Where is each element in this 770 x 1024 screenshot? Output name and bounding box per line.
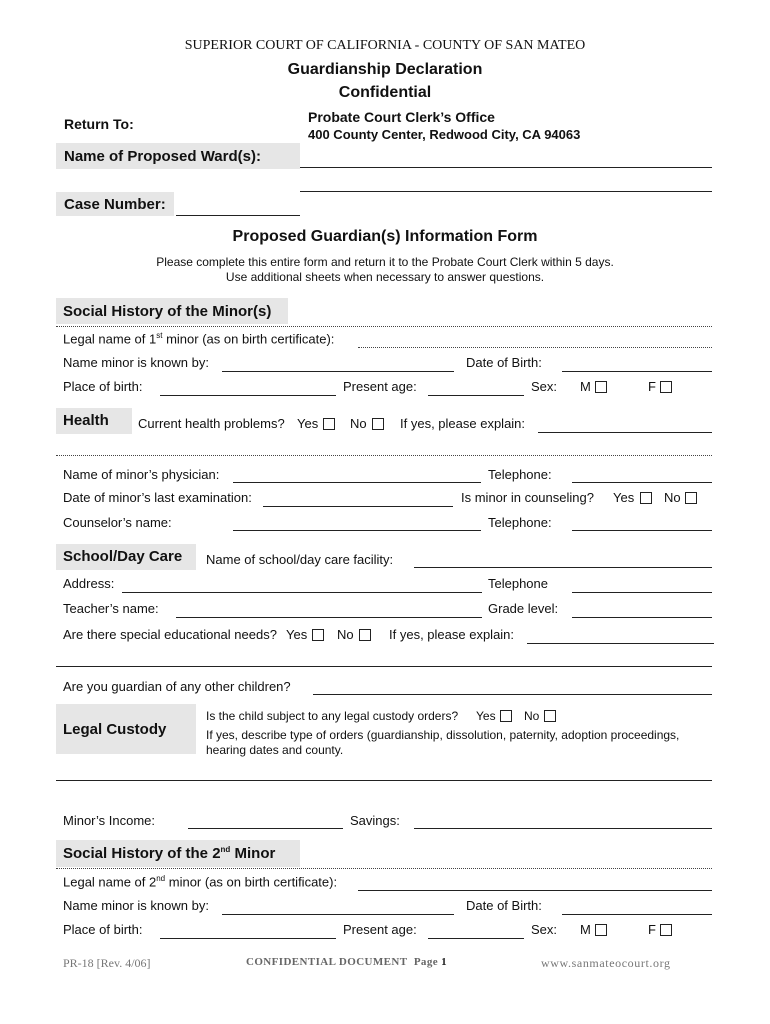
case-number-label: Case Number: <box>64 196 166 213</box>
legal-name-input[interactable] <box>358 347 712 348</box>
health-no-checkbox[interactable] <box>372 418 384 430</box>
special-explain-input-2[interactable] <box>56 666 712 667</box>
ward-input-line-2[interactable] <box>300 191 712 192</box>
place-of-birth-2-label: Place of birth: <box>63 922 143 937</box>
return-to-label: Return To: <box>64 116 134 132</box>
dob-2-label: Date of Birth: <box>466 898 542 913</box>
custody-no-checkbox[interactable] <box>544 710 556 722</box>
health-no-label: No <box>350 416 367 431</box>
grade-input[interactable] <box>572 617 712 618</box>
counselor-phone-input[interactable] <box>572 530 712 531</box>
court-name: SUPERIOR COURT OF CALIFORNIA - COUNTY OF SAN MATEO <box>184 38 586 53</box>
male-2-checkbox[interactable] <box>595 924 607 936</box>
facility-input[interactable] <box>414 567 712 568</box>
physician-phone-label: Telephone: <box>488 467 552 482</box>
place-of-birth-label: Place of birth: <box>63 379 143 394</box>
counseling-no-checkbox[interactable] <box>685 492 697 504</box>
website[interactable]: www.sanmateocourt.org <box>541 956 671 970</box>
section-title-custody: Legal Custody <box>63 721 167 738</box>
counseling-yes-checkbox[interactable] <box>640 492 652 504</box>
counselor-phone-label: Telephone: <box>488 515 552 530</box>
grade-label: Grade level: <box>488 601 559 616</box>
male-2-label: M <box>580 922 591 937</box>
savings-input[interactable] <box>414 828 712 829</box>
present-age-2-input[interactable] <box>428 938 524 939</box>
last-exam-input[interactable] <box>263 506 453 507</box>
legal-name-2-label: Legal name of 2nd minor (as on birth certificate): <box>63 874 338 890</box>
section-title-minor2: Social History of the 2nd Minor <box>63 845 276 862</box>
counseling-label: Is minor in counseling? <box>461 490 594 505</box>
special-no-label: No <box>337 627 354 642</box>
special-yes-checkbox[interactable] <box>312 629 324 641</box>
page-subtitle: Confidential <box>338 84 432 101</box>
health-explain-input-2[interactable] <box>56 455 712 456</box>
custody-orders-label: Is the child subject to any legal custody orders? <box>206 709 459 723</box>
custody-describe-line-2: hearing dates and county. <box>206 743 344 757</box>
office-address: 400 County Center, Redwood City, CA 94063 <box>308 127 581 142</box>
known-by-2-label: Name minor is known by: <box>63 898 209 913</box>
section-title-school: School/Day Care <box>63 548 183 565</box>
present-age-input[interactable] <box>428 395 524 396</box>
last-exam-label: Date of minor’s last examination: <box>63 490 252 505</box>
other-children-label: Are you guardian of any other children? <box>63 679 291 694</box>
special-explain-input[interactable] <box>527 643 714 644</box>
male-checkbox[interactable] <box>595 381 607 393</box>
health-explain-input[interactable] <box>538 432 712 433</box>
legal-name-label: Legal name of 1st minor (as on birth certificate): <box>63 331 335 347</box>
section-divider <box>56 326 712 327</box>
custody-describe-input[interactable] <box>56 780 712 781</box>
school-address-input[interactable] <box>122 592 482 593</box>
confidential-footer: CONFIDENTIAL DOCUMENT Page 1 <box>246 956 448 968</box>
instruction-line-1: Please complete this entire form and return it to the Probate Court Clerk within 5 days. <box>156 255 614 269</box>
physician-input[interactable] <box>233 482 481 483</box>
minor2-divider <box>56 868 712 869</box>
section-title-minor1: Social History of the Minor(s) <box>63 303 272 320</box>
custody-describe-line-1: If yes, describe type of orders (guardianship, dissolution, paternity, adoption proceedings, <box>206 728 680 742</box>
page-number: 1 <box>441 956 448 968</box>
custody-yes-checkbox[interactable] <box>500 710 512 722</box>
ward-input-line-1[interactable] <box>300 167 712 168</box>
instruction-line-2: Use additional sheets when necessary to answer questions. <box>225 270 545 284</box>
female-checkbox[interactable] <box>660 381 672 393</box>
place-of-birth-2-input[interactable] <box>160 938 336 939</box>
health-yes-checkbox[interactable] <box>323 418 335 430</box>
male-label: M <box>580 379 591 394</box>
physician-phone-input[interactable] <box>572 482 712 483</box>
female-label: F <box>648 379 656 394</box>
facility-label: Name of school/day care facility: <box>206 552 394 567</box>
school-phone-label: Telephone <box>488 576 548 591</box>
known-by-label: Name minor is known by: <box>63 355 209 370</box>
dob-label: Date of Birth: <box>466 355 542 370</box>
ward-label: Name of Proposed Ward(s): <box>64 148 261 165</box>
counseling-yes-label: Yes <box>613 490 635 505</box>
other-children-input[interactable] <box>313 694 712 695</box>
teacher-input[interactable] <box>176 617 482 618</box>
female-2-checkbox[interactable] <box>660 924 672 936</box>
dob-input[interactable] <box>562 371 712 372</box>
dob-2-input[interactable] <box>562 914 712 915</box>
female-2-label: F <box>648 922 656 937</box>
case-number-input[interactable] <box>176 215 300 216</box>
physician-label: Name of minor’s physician: <box>63 467 220 482</box>
custody-yes-label: Yes <box>476 709 496 723</box>
special-no-checkbox[interactable] <box>359 629 371 641</box>
special-yes-label: Yes <box>286 627 308 642</box>
health-explain-label: If yes, please explain: <box>400 416 526 431</box>
sex-2-label: Sex: <box>531 922 558 937</box>
school-phone-input[interactable] <box>572 592 712 593</box>
counselor-input[interactable] <box>233 530 481 531</box>
sex-label: Sex: <box>531 379 558 394</box>
special-needs-label: Are there special educational needs? <box>63 627 277 642</box>
form-id: PR-18 [Rev. 4/06] <box>63 956 151 970</box>
legal-name-2-input[interactable] <box>358 890 712 891</box>
section-title-health: Health <box>63 412 109 429</box>
form-title: Proposed Guardian(s) Information Form <box>232 228 538 245</box>
counselor-label: Counselor’s name: <box>63 515 172 530</box>
known-by-input[interactable] <box>222 371 454 372</box>
page-title: Guardianship Declaration <box>287 61 483 78</box>
known-by-2-input[interactable] <box>222 914 454 915</box>
office-name: Probate Court Clerk’s Office <box>308 109 495 125</box>
present-age-2-label: Present age: <box>343 922 417 937</box>
savings-label: Savings: <box>350 813 400 828</box>
special-explain-label: If yes, please explain: <box>389 627 515 642</box>
school-address-label: Address: <box>63 576 115 591</box>
income-input[interactable] <box>188 828 343 829</box>
health-yes-label: Yes <box>297 416 319 431</box>
present-age-label: Present age: <box>343 379 417 394</box>
custody-no-label: No <box>524 709 540 723</box>
place-of-birth-input[interactable] <box>160 395 336 396</box>
teacher-label: Teacher’s name: <box>63 601 159 616</box>
income-label: Minor’s Income: <box>63 813 155 828</box>
health-problems-label: Current health problems? <box>138 416 285 431</box>
counseling-no-label: No <box>664 490 681 505</box>
